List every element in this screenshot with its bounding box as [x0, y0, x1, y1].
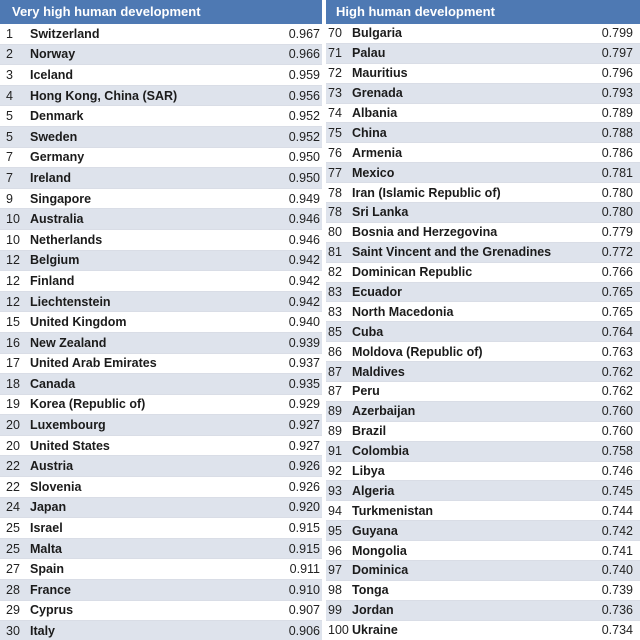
rank-cell: 7 [6, 170, 13, 185]
table-row [326, 123, 640, 143]
rank-cell: 27 [6, 562, 20, 577]
hdi-value-cell: 0.946 [288, 212, 320, 227]
rank-cell: 89 [328, 404, 342, 419]
rank-cell: 100 [328, 623, 349, 638]
hdi-value-cell: 0.926 [288, 479, 320, 494]
table-row [326, 501, 640, 521]
hdi-value-cell: 0.763 [601, 344, 633, 359]
rank-cell: 5 [6, 109, 13, 124]
hdi-value-cell: 0.952 [288, 109, 320, 124]
rank-cell: 7 [6, 150, 13, 165]
hdi-value-cell: 0.797 [601, 46, 633, 61]
rank-cell: 20 [6, 438, 20, 453]
rank-cell: 89 [328, 424, 342, 439]
rank-cell: 83 [328, 304, 342, 319]
country-cell: Austria [30, 459, 74, 474]
country-cell: Saint Vincent and the Grenadines [352, 245, 552, 260]
rank-cell: 80 [328, 225, 342, 240]
table-row [0, 436, 322, 457]
table-row [0, 209, 322, 230]
table-row [0, 230, 322, 251]
rank-cell: 94 [328, 503, 342, 518]
country-cell: Netherlands [30, 232, 103, 247]
hdi-value-cell: 0.765 [601, 285, 633, 300]
hdi-value-cell: 0.736 [601, 603, 633, 618]
country-cell: Turkmenistan [352, 503, 434, 518]
country-cell: Liechtenstein [30, 294, 111, 309]
country-cell: Cuba [352, 324, 384, 339]
hdi-value-cell: 0.950 [288, 150, 320, 165]
table-row [0, 168, 322, 189]
rank-cell: 4 [6, 88, 13, 103]
table-row [326, 362, 640, 382]
table-row [326, 422, 640, 442]
country-cell: Korea (Republic of) [30, 397, 146, 412]
country-cell: Japan [30, 500, 67, 515]
country-cell: Mexico [352, 165, 395, 180]
hdi-value-cell: 0.915 [288, 521, 320, 536]
table-row [0, 415, 322, 436]
country-cell: Norway [30, 47, 76, 62]
hdi-value-cell: 0.907 [288, 603, 320, 618]
table-row [0, 333, 322, 354]
high-development-table [326, 0, 640, 640]
table-row [0, 477, 322, 498]
hdi-value-cell: 0.935 [288, 376, 320, 391]
table-row [326, 402, 640, 422]
rank-cell: 85 [328, 324, 342, 339]
table-header-very-high: Very high human development [0, 0, 322, 24]
hdi-value-cell: 0.799 [601, 26, 633, 41]
rank-cell: 20 [6, 418, 20, 433]
table-row [0, 86, 322, 107]
hdi-value-cell: 0.927 [288, 438, 320, 453]
table-row [0, 148, 322, 169]
country-cell: New Zealand [30, 335, 107, 350]
table-row [326, 561, 640, 581]
country-cell: Hong Kong, China (SAR) [30, 88, 178, 103]
table-row [326, 541, 640, 561]
country-cell: Iceland [30, 67, 74, 82]
hdi-value-cell: 0.956 [288, 88, 320, 103]
rank-cell: 82 [328, 265, 342, 280]
table-row [0, 498, 322, 519]
rank-cell: 24 [6, 500, 20, 515]
rank-cell: 75 [328, 125, 342, 140]
hdi-value-cell: 0.780 [601, 185, 633, 200]
rank-cell: 10 [6, 232, 20, 247]
country-cell: Ireland [30, 170, 71, 185]
country-cell: Dominica [352, 563, 409, 578]
country-cell: Italy [30, 624, 56, 639]
country-cell: Singapore [30, 191, 92, 206]
rank-cell: 72 [328, 66, 342, 81]
country-cell: Denmark [30, 109, 84, 124]
country-cell: Azerbaijan [352, 404, 416, 419]
hdi-value-cell: 0.760 [601, 424, 633, 439]
rank-cell: 78 [328, 185, 342, 200]
rank-cell: 97 [328, 563, 342, 578]
table-row [0, 251, 322, 272]
hdi-value-cell: 0.760 [601, 404, 633, 419]
table-row [326, 104, 640, 124]
country-cell: France [30, 582, 71, 597]
rank-cell: 2 [6, 47, 13, 62]
country-cell: Bosnia and Herzegovina [352, 225, 498, 240]
table-row [0, 456, 322, 477]
table-body-very-high [0, 24, 322, 640]
hdi-value-cell: 0.781 [601, 165, 633, 180]
rank-cell: 95 [328, 523, 342, 538]
rank-cell: 30 [6, 624, 20, 639]
table-row [326, 243, 640, 263]
hdi-value-cell: 0.915 [288, 541, 320, 556]
country-cell: Spain [30, 562, 65, 577]
rank-cell: 12 [6, 253, 20, 268]
rank-cell: 19 [6, 397, 20, 412]
table-row [0, 127, 322, 148]
country-cell: Malta [30, 541, 62, 556]
country-cell: Switzerland [30, 26, 100, 41]
table-row [326, 462, 640, 482]
hdi-value-cell: 0.765 [601, 304, 633, 319]
hdi-value-cell: 0.789 [601, 106, 633, 120]
rank-cell: 16 [6, 335, 20, 350]
country-cell: Armenia [352, 145, 403, 160]
rank-cell: 93 [328, 483, 342, 498]
country-cell: Colombia [352, 444, 409, 459]
country-cell: Iran (Islamic Republic of) [352, 185, 501, 200]
rank-cell: 86 [328, 344, 342, 359]
rank-cell: 74 [328, 106, 342, 120]
hdi-value-cell: 0.744 [601, 503, 633, 518]
rank-cell: 22 [6, 479, 20, 494]
country-cell: Algeria [352, 483, 395, 498]
hdi-value-cell: 0.740 [601, 563, 633, 578]
table-row [326, 302, 640, 322]
table-row [326, 442, 640, 462]
table-row [326, 163, 640, 183]
rank-cell: 9 [6, 191, 13, 206]
hdi-value-cell: 0.920 [288, 500, 320, 515]
country-cell: Tonga [352, 583, 389, 598]
hdi-value-cell: 0.780 [601, 205, 633, 220]
hdi-value-cell: 0.793 [601, 86, 633, 101]
table-row [0, 518, 322, 539]
rank-cell: 18 [6, 376, 20, 391]
hdi-value-cell: 0.929 [288, 397, 320, 412]
hdi-value-cell: 0.937 [288, 356, 320, 371]
hdi-value-cell: 0.927 [288, 418, 320, 433]
table-row [326, 521, 640, 541]
hdi-value-cell: 0.739 [601, 583, 633, 598]
country-cell: United States [30, 438, 110, 453]
hdi-value-cell: 0.796 [601, 66, 633, 81]
hdi-value-cell: 0.788 [601, 125, 633, 140]
table-row [0, 621, 322, 640]
table-row [0, 559, 322, 580]
table-row [326, 24, 640, 44]
table-row [0, 539, 322, 560]
hdi-value-cell: 0.946 [288, 232, 320, 247]
table-row [326, 601, 640, 621]
country-cell: China [352, 125, 387, 140]
table-row [326, 283, 640, 303]
hdi-value-cell: 0.746 [601, 464, 633, 479]
country-cell: Libya [352, 464, 385, 479]
country-cell: Dominican Republic [352, 265, 473, 280]
hdi-value-cell: 0.786 [601, 145, 633, 160]
hdi-value-cell: 0.910 [288, 582, 320, 597]
rank-cell: 91 [328, 444, 342, 459]
table-row [0, 312, 322, 333]
rank-cell: 10 [6, 212, 20, 227]
hdi-value-cell: 0.942 [288, 294, 320, 309]
hdi-value-cell: 0.772 [601, 245, 633, 260]
rank-cell: 71 [328, 46, 342, 61]
hdi-value-cell: 0.940 [288, 315, 320, 330]
table-row [326, 342, 640, 362]
table-row [0, 292, 322, 313]
table-row [326, 203, 640, 223]
table-row [0, 354, 322, 375]
country-cell: Bulgaria [352, 26, 403, 41]
rank-cell: 28 [6, 582, 20, 597]
hdi-value-cell: 0.741 [601, 543, 633, 558]
hdi-value-cell: 0.952 [288, 129, 320, 144]
rank-cell: 12 [6, 273, 20, 288]
rank-cell: 12 [6, 294, 20, 309]
table-row [0, 601, 322, 622]
country-cell: Canada [30, 376, 76, 391]
hdi-value-cell: 0.742 [601, 523, 633, 538]
table-row [326, 322, 640, 342]
table-row [326, 621, 640, 640]
table-row [326, 223, 640, 243]
country-cell: Guyana [352, 523, 398, 538]
hdi-value-cell: 0.762 [601, 364, 633, 379]
country-cell: Brazil [352, 424, 387, 439]
hdi-value-cell: 0.967 [288, 26, 320, 41]
rank-cell: 87 [328, 384, 342, 399]
table-row [0, 395, 322, 416]
hdi-value-cell: 0.766 [601, 265, 633, 280]
country-cell: Maldives [352, 364, 405, 379]
table-row [326, 481, 640, 501]
country-cell: Albania [352, 106, 398, 120]
table-row [0, 45, 322, 66]
rank-cell: 3 [6, 67, 13, 82]
country-cell: Israel [30, 521, 63, 536]
hdi-value-cell: 0.966 [288, 47, 320, 62]
table-header-high: High human development [326, 0, 640, 24]
rank-cell: 99 [328, 603, 342, 618]
hdi-value-cell: 0.745 [601, 483, 633, 498]
country-cell: Ecuador [352, 285, 403, 300]
hdi-value-cell: 0.942 [288, 253, 320, 268]
country-cell: United Kingdom [30, 315, 127, 330]
country-cell: Mongolia [352, 543, 407, 558]
rank-cell: 22 [6, 459, 20, 474]
table-row [0, 106, 322, 127]
rank-cell: 87 [328, 364, 342, 379]
country-cell: Peru [352, 384, 380, 399]
country-cell: Australia [30, 212, 84, 227]
hdi-value-cell: 0.949 [288, 191, 320, 206]
table-row [326, 263, 640, 283]
hdi-value-cell: 0.959 [288, 67, 320, 82]
rank-cell: 25 [6, 521, 20, 536]
country-cell: Slovenia [30, 479, 82, 494]
country-cell: Moldova (Republic of) [352, 344, 483, 359]
country-cell: Germany [30, 150, 85, 165]
rank-cell: 77 [328, 165, 342, 180]
rank-cell: 78 [328, 205, 342, 220]
rank-cell: 83 [328, 285, 342, 300]
hdi-value-cell: 0.734 [601, 623, 633, 638]
country-cell: Jordan [352, 603, 394, 618]
table-row [326, 382, 640, 402]
table-row [0, 374, 322, 395]
rank-cell: 15 [6, 315, 20, 330]
hdi-value-cell: 0.926 [288, 459, 320, 474]
rank-cell: 92 [328, 464, 342, 479]
country-cell: Belgium [30, 253, 80, 268]
country-cell: United Arab Emirates [30, 356, 157, 371]
hdi-value-cell: 0.942 [288, 273, 320, 288]
table-row [326, 143, 640, 163]
country-cell: Sweden [30, 129, 78, 144]
table-row [0, 271, 322, 292]
hdi-value-cell: 0.762 [601, 384, 633, 399]
hdi-value-cell: 0.779 [601, 225, 633, 240]
rank-cell: 5 [6, 129, 13, 144]
rank-cell: 17 [6, 356, 20, 371]
table-row [326, 581, 640, 601]
table-row [0, 580, 322, 601]
rank-cell: 76 [328, 145, 342, 160]
country-cell: Mauritius [352, 66, 408, 81]
table-row [0, 65, 322, 86]
hdi-value-cell: 0.911 [289, 562, 320, 577]
hdi-value-cell: 0.906 [288, 624, 320, 639]
hdi-value-cell: 0.764 [601, 324, 633, 339]
table-row [326, 64, 640, 84]
country-cell: Ukraine [352, 623, 398, 638]
rank-cell: 81 [328, 245, 342, 260]
table-row [326, 183, 640, 203]
country-cell: Finland [30, 273, 75, 288]
rank-cell: 98 [328, 583, 342, 598]
hdi-value-cell: 0.939 [288, 335, 320, 350]
hdi-value-cell: 0.758 [601, 444, 633, 459]
country-cell: Luxembourg [30, 418, 106, 433]
country-cell: Sri Lanka [352, 205, 409, 220]
table-body-high [326, 24, 640, 640]
country-cell: Cyprus [30, 603, 74, 618]
table-row [0, 24, 322, 45]
table-row [326, 84, 640, 104]
rank-cell: 73 [328, 86, 342, 101]
rank-cell: 96 [328, 543, 342, 558]
rank-cell: 70 [328, 26, 342, 41]
country-cell: Grenada [352, 86, 403, 101]
rank-cell: 1 [6, 26, 13, 41]
table-row [0, 189, 322, 210]
table-row [326, 44, 640, 64]
country-cell: Palau [352, 46, 386, 61]
country-cell: North Macedonia [352, 304, 454, 319]
hdi-value-cell: 0.950 [288, 170, 320, 185]
rank-cell: 25 [6, 541, 20, 556]
rank-cell: 29 [6, 603, 20, 618]
